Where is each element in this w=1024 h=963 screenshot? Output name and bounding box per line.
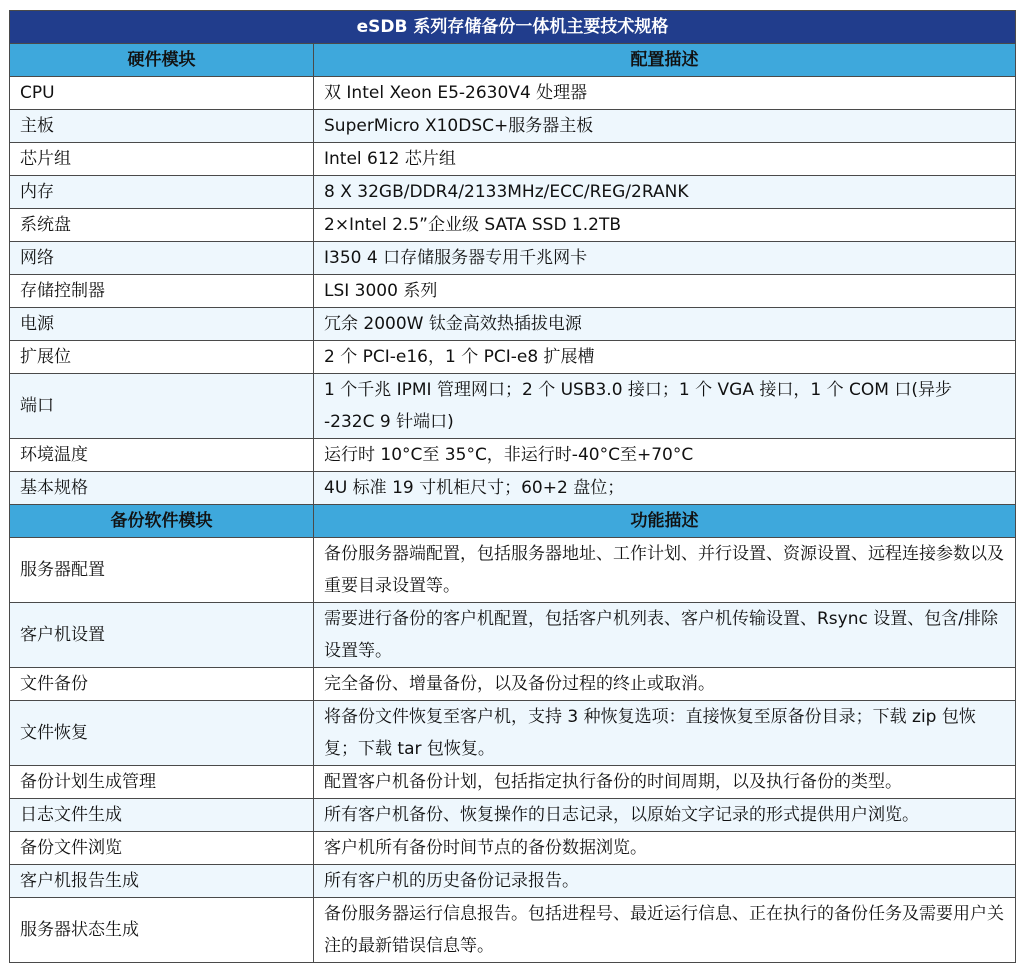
row-label: 环境温度: [10, 439, 314, 472]
row-label: 文件备份: [10, 668, 314, 701]
row-value: 4U 标准 19 寸机柜尺寸；60+2 盘位；: [314, 472, 1016, 505]
row-value: 配置客户机备份计划，包括指定执行备份的时间周期，以及执行备份的类型。: [314, 766, 1016, 799]
spec-table: [9, 10, 1016, 963]
row-value: LSI 3000 系列: [314, 275, 1016, 308]
row-label: 客户机报告生成: [10, 865, 314, 898]
row-label: 网络: [10, 242, 314, 275]
row-label: 存储控制器: [10, 275, 314, 308]
table-row: [10, 603, 1016, 668]
table-row: [10, 374, 1016, 439]
table-row: [10, 110, 1016, 143]
row-label: 服务器状态生成: [10, 898, 314, 963]
row-label: 内存: [10, 176, 314, 209]
row-label: 文件恢复: [10, 701, 314, 766]
row-value: 双 Intel Xeon E5-2630V4 处理器: [314, 77, 1016, 110]
table-row: [10, 538, 1016, 603]
row-value: 2×Intel 2.5”企业级 SATA SSD 1.2TB: [314, 209, 1016, 242]
row-value: 2 个 PCI-e16，1 个 PCI-e8 扩展槽: [314, 341, 1016, 374]
row-label: 主板: [10, 110, 314, 143]
table-row: [10, 832, 1016, 865]
table-row: [10, 799, 1016, 832]
table-row: [10, 668, 1016, 701]
hardware-desc-header: 配置描述: [314, 44, 1016, 77]
table-title: eSDB 系列存储备份一体机主要技术规格: [10, 11, 1016, 44]
table-row: [10, 766, 1016, 799]
row-value: 8 X 32GB/DDR4/2133MHz/ECC/REG/2RANK: [314, 176, 1016, 209]
hardware-module-header: 硬件模块: [10, 44, 314, 77]
row-value: 运行时 10°C至 35°C，非运行时-40°C至+70°C: [314, 439, 1016, 472]
row-label: CPU: [10, 77, 314, 110]
row-value: 1 个千兆 IPMI 管理网口；2 个 USB3.0 接口；1 个 VGA 接口，1 个 COM 口(异步 -232C 9 针端口): [314, 374, 1016, 439]
table-row: [10, 77, 1016, 110]
row-label: 服务器配置: [10, 538, 314, 603]
row-value: 客户机所有备份时间节点的备份数据浏览。: [314, 832, 1016, 865]
row-label: 备份文件浏览: [10, 832, 314, 865]
row-value: 需要进行备份的客户机配置，包括客户机列表、客户机传输设置、Rsync 设置、包含/排除设置等。: [314, 603, 1016, 668]
table-row: [10, 176, 1016, 209]
row-label: 端口: [10, 374, 314, 439]
table-row: [10, 242, 1016, 275]
row-label: 电源: [10, 308, 314, 341]
table-row: [10, 308, 1016, 341]
row-label: 客户机设置: [10, 603, 314, 668]
table-row: [10, 472, 1016, 505]
table-row: [10, 209, 1016, 242]
row-value: 冗余 2000W 钛金高效热插拔电源: [314, 308, 1016, 341]
row-label: 芯片组: [10, 143, 314, 176]
row-value: 备份服务器端配置，包括服务器地址、工作计划、并行设置、资源设置、远程连接参数以及重要目录设置等。: [314, 538, 1016, 603]
table-row: [10, 439, 1016, 472]
row-label: 系统盘: [10, 209, 314, 242]
row-value: 所有客户机的历史备份记录报告。: [314, 865, 1016, 898]
row-value: 备份服务器运行信息报告。包括进程号、最近运行信息、正在执行的备份任务及需要用户关注的最新错误信息等。: [314, 898, 1016, 963]
software-desc-header: 功能描述: [314, 505, 1016, 538]
table-row: [10, 898, 1016, 963]
row-label: 扩展位: [10, 341, 314, 374]
table-row: [10, 143, 1016, 176]
hardware-header-row: [10, 44, 1016, 77]
row-value: Intel 612 芯片组: [314, 143, 1016, 176]
row-label: 备份计划生成管理: [10, 766, 314, 799]
row-label: 日志文件生成: [10, 799, 314, 832]
row-value: 将备份文件恢复至客户机，支持 3 种恢复选项：直接恢复至原备份目录；下载 zip 包恢复；下载 tar 包恢复。: [314, 701, 1016, 766]
table-row: [10, 341, 1016, 374]
row-value: I350 4 口存储服务器专用千兆网卡: [314, 242, 1016, 275]
software-module-header: 备份软件模块: [10, 505, 314, 538]
row-label: 基本规格: [10, 472, 314, 505]
row-value: 完全备份、增量备份，以及备份过程的终止或取消。: [314, 668, 1016, 701]
row-value: 所有客户机备份、恢复操作的日志记录，以原始文字记录的形式提供用户浏览。: [314, 799, 1016, 832]
table-row: [10, 275, 1016, 308]
row-value: SuperMicro X10DSC+服务器主板: [314, 110, 1016, 143]
title-row: [10, 11, 1016, 44]
software-header-row: [10, 505, 1016, 538]
table-row: [10, 865, 1016, 898]
table-row: [10, 701, 1016, 766]
